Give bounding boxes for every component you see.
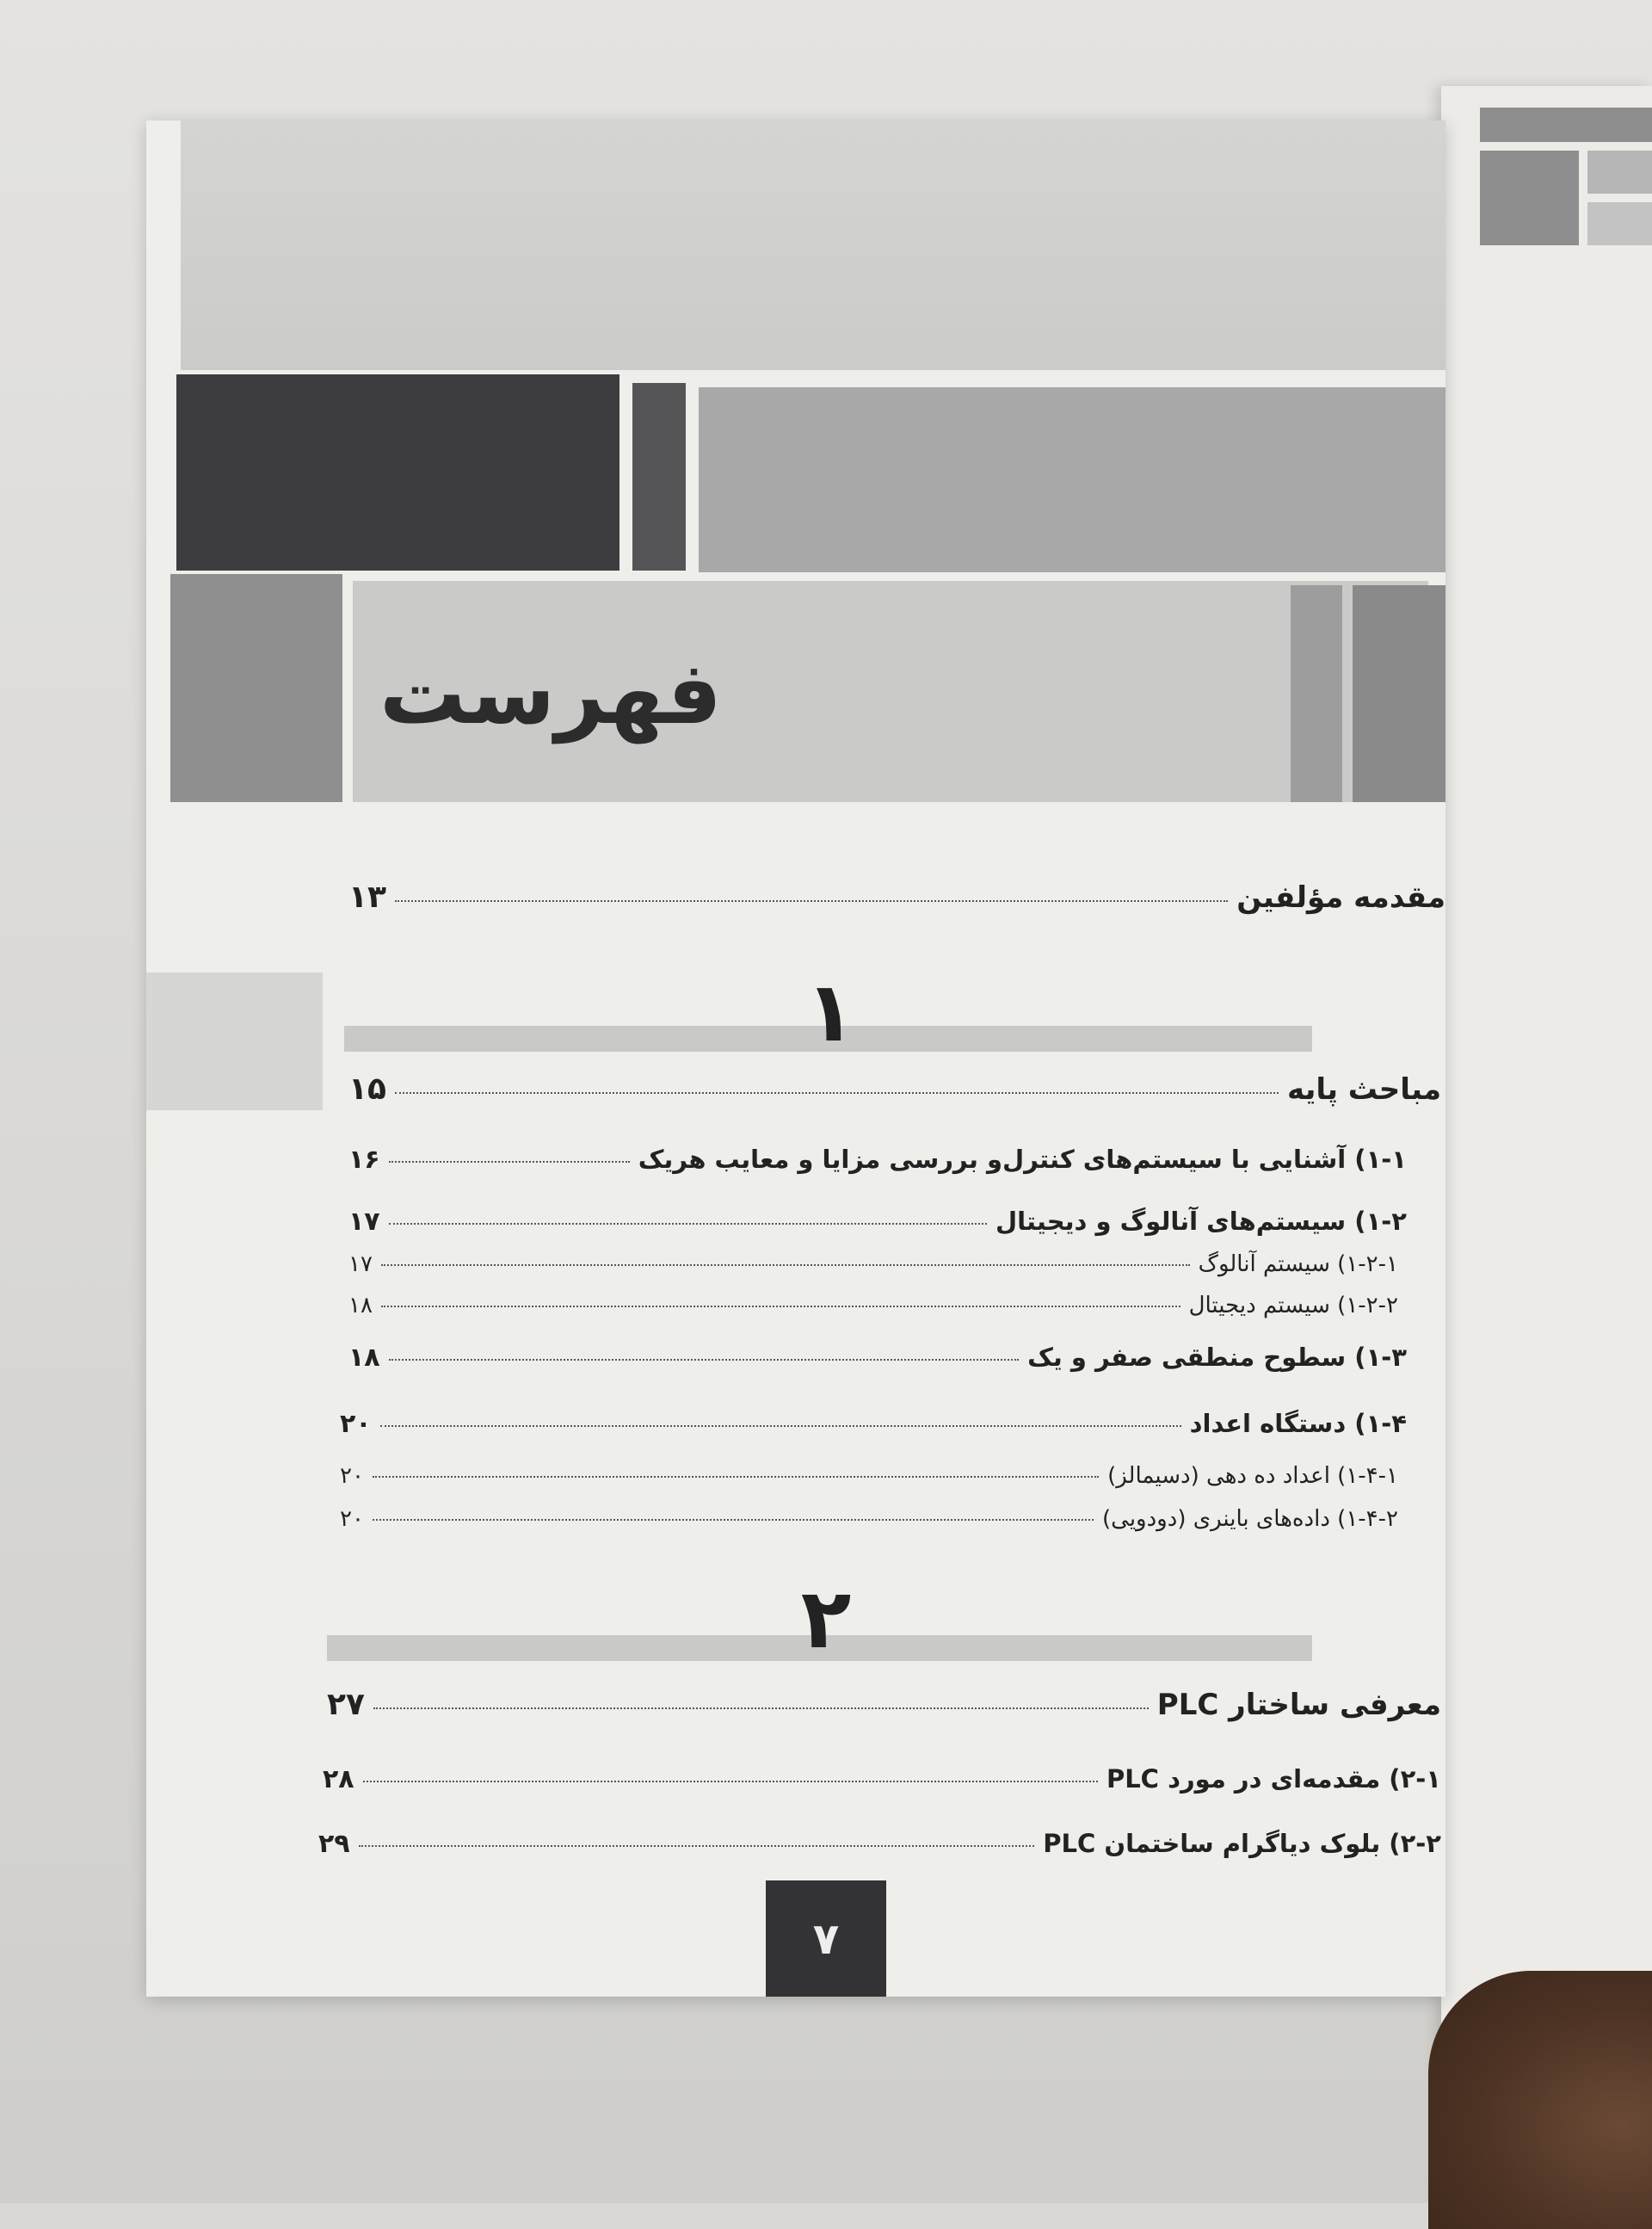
toc-entry[interactable] bbox=[340, 1409, 1407, 1439]
dot-leader bbox=[389, 1359, 1020, 1361]
dot-leader bbox=[389, 1161, 630, 1163]
toc-entry[interactable] bbox=[340, 1506, 1398, 1532]
toc-entry[interactable] bbox=[327, 1687, 1441, 1722]
dot-leader bbox=[381, 1306, 1180, 1307]
toc-entry-page: ۲۰ bbox=[340, 1409, 372, 1439]
dot-leader bbox=[373, 1476, 1099, 1478]
dot-leader bbox=[380, 1425, 1181, 1427]
page-number: ۷ bbox=[766, 1880, 886, 1997]
next-page-edge bbox=[1441, 86, 1652, 2203]
toc-entry[interactable] bbox=[323, 1764, 1441, 1794]
toc-entry-page: ۲۰ bbox=[340, 1506, 364, 1532]
dot-leader bbox=[389, 1223, 987, 1225]
toc-entry[interactable] bbox=[348, 1071, 1441, 1107]
toc-entry-page: ۲۸ bbox=[323, 1764, 354, 1794]
toc-entry-page: ۱۷ bbox=[348, 1251, 373, 1277]
toc-entry-label: ۱-۲) سیستم‌های آنالوگ و دیجیتال bbox=[995, 1207, 1407, 1236]
page-title: فهرست bbox=[379, 642, 722, 744]
toc-entry[interactable] bbox=[318, 1829, 1441, 1859]
toc-entry-label: ۱-۴) دستگاه اعداد bbox=[1189, 1409, 1407, 1438]
toc-entry-label: مقدمه مؤلفین bbox=[1236, 880, 1446, 915]
dot-leader bbox=[373, 1519, 1094, 1521]
book-page bbox=[146, 120, 1446, 1997]
toc-entry-label: ۱-۲-۱) سیستم آنالوگ bbox=[1198, 1251, 1398, 1277]
next-page-block bbox=[1480, 151, 1579, 245]
toc-entry-page: ۱۷ bbox=[348, 1207, 380, 1237]
toc-entry-page: ۱۶ bbox=[348, 1145, 380, 1175]
dot-leader bbox=[363, 1781, 1098, 1782]
dot-leader bbox=[381, 1264, 1190, 1266]
next-page-block bbox=[1480, 108, 1652, 142]
toc-entry-label: معرفی ساختار PLC bbox=[1156, 1688, 1441, 1722]
toc-entry-page: ۱۸ bbox=[348, 1293, 373, 1318]
toc-entry[interactable] bbox=[348, 1293, 1398, 1318]
toc-entry-page: ۱۵ bbox=[348, 1071, 386, 1107]
toc-entry-label: ۱-۳) سطوح منطقی صفر و یک bbox=[1027, 1343, 1407, 1372]
toc-entry[interactable] bbox=[348, 1343, 1407, 1373]
chapter-number: ۲ bbox=[800, 1571, 852, 1667]
dot-leader bbox=[395, 900, 1228, 902]
dot-leader bbox=[373, 1707, 1149, 1709]
dot-leader bbox=[395, 1092, 1279, 1094]
toc-entry-label: ۱-۱) آشنایی با سیستم‌های کنترل‌و بررسی مزایا و معایب هریک bbox=[638, 1145, 1407, 1174]
toc-entry-label: ۲-۲) بلوک دیاگرام ساختمان PLC bbox=[1043, 1829, 1441, 1858]
next-page-block bbox=[1587, 202, 1652, 245]
next-page-block bbox=[1587, 151, 1652, 194]
table-of-contents bbox=[146, 120, 1446, 1997]
toc-entry[interactable] bbox=[348, 1145, 1407, 1175]
toc-entry[interactable] bbox=[348, 880, 1446, 915]
toc-entry-page: ۲۹ bbox=[318, 1829, 350, 1859]
toc-entry-label: مباحث پایه bbox=[1287, 1072, 1441, 1107]
toc-entry[interactable] bbox=[348, 1251, 1398, 1277]
toc-entry[interactable] bbox=[348, 1207, 1407, 1237]
toc-entry-page: ۱۸ bbox=[348, 1343, 380, 1373]
toc-entry[interactable] bbox=[340, 1463, 1398, 1489]
hand bbox=[1428, 1971, 1652, 2229]
toc-entry-label: ۱-۲-۲) سیستم دیجیتال bbox=[1188, 1293, 1398, 1318]
dot-leader bbox=[359, 1845, 1035, 1847]
toc-entry-label: ۱-۴-۲) داده‌های باینری (دودویی) bbox=[1102, 1506, 1398, 1532]
chapter-number: ۱ bbox=[804, 964, 856, 1060]
toc-entry-label: ۱-۴-۱) اعداد ده دهی (دسیمالز) bbox=[1107, 1463, 1398, 1489]
toc-entry-label: ۲-۱) مقدمه‌ای در مورد PLC bbox=[1106, 1764, 1441, 1794]
toc-entry-page: ۱۳ bbox=[348, 880, 386, 915]
toc-entry-page: ۲۰ bbox=[340, 1463, 364, 1489]
toc-entry-page: ۲۷ bbox=[327, 1687, 365, 1722]
